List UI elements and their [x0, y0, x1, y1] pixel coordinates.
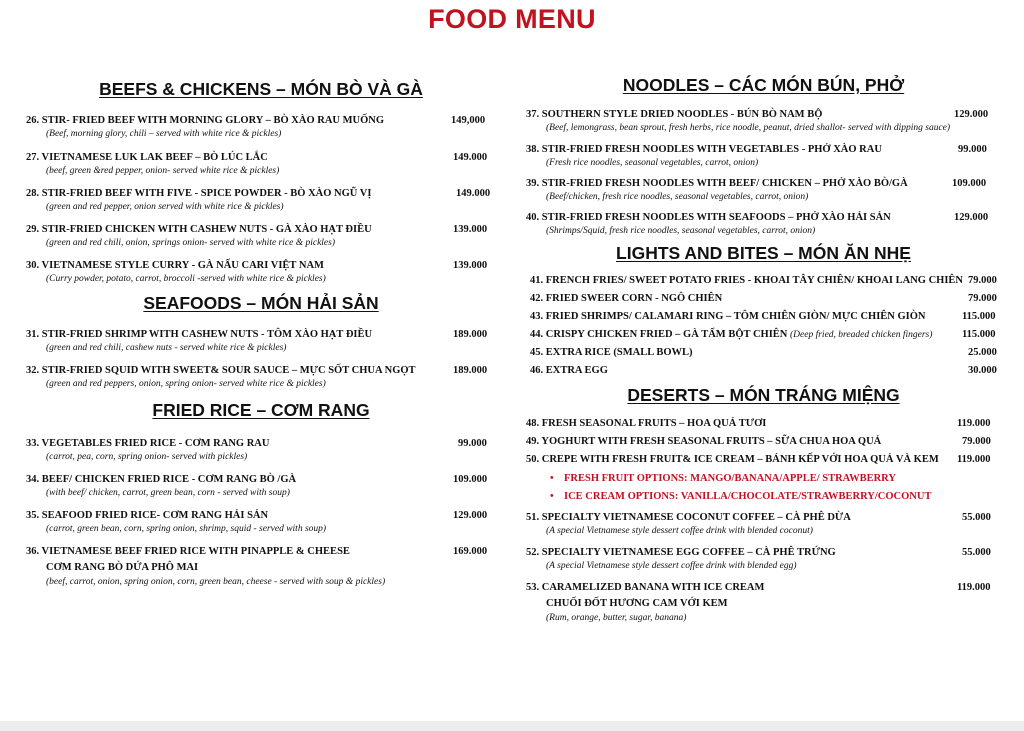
item-price: 115.000	[962, 311, 996, 322]
menu-item	[530, 291, 1001, 309]
item-name: 29. STIR-FRIED CHICKEN WITH CASHEW NUTS - GÀ XÀO HẠT ĐIỀU	[26, 224, 372, 235]
menu-item	[526, 210, 1001, 244]
item-name: 48. FRESH SEASONAL FRUITS – HOA QUẢ TƯƠI	[526, 418, 767, 429]
left-column	[26, 78, 496, 589]
menu-item	[526, 416, 1001, 434]
item-price: 169.000	[453, 546, 488, 557]
item-description: (carrot, green bean, corn, spring onion, shrimp, squid - served with soup)	[46, 524, 327, 534]
item-description: (Curry powder, potato, carrot, broccoli -served with white rice & pickles)	[46, 274, 326, 284]
item-name: 51. SPECIALTY VIETNAMESE COCONUT COFFEE – CÀ PHÊ DỪA	[526, 512, 851, 523]
menu-item	[26, 327, 496, 363]
item-name: 35. SEAFOOD FRIED RICE- CƠM RANG HẢI SẢN	[26, 510, 269, 521]
item-description: (green and red chili, cashew nuts - served white rice & pickles)	[46, 343, 287, 353]
item-description: (beef, carrot, onion, spring onion, corn, green bean, cheese - served with soup & pickles)	[46, 577, 386, 587]
item-price: 25.000	[968, 347, 997, 358]
section-noodles	[526, 107, 1001, 244]
section-lights	[526, 273, 1001, 381]
item-price: 79.000	[962, 436, 991, 447]
item-name-continued: CHUỐI ĐỐT HƯƠNG CAM VỚI KEM	[546, 598, 728, 609]
right-column	[526, 74, 1001, 625]
menu-item	[526, 434, 1001, 452]
item-price: 189.000	[453, 365, 488, 376]
section-heading-lights: LIGHTS AND BITES – MÓN ĂN NHẸ	[616, 243, 911, 263]
item-price: 99.000	[958, 144, 987, 155]
menu-item	[26, 544, 496, 589]
item-name-continued: CƠM RANG BÒ DỨA PHÔ MAI	[46, 562, 199, 573]
menu-item	[526, 545, 1001, 580]
menu-item	[530, 273, 1001, 291]
item-name: 32. STIR-FRIED SQUID WITH SWEET& SOUR SAUCE – MỰC SỐT CHUA NGỌT	[26, 365, 416, 376]
item-description: (Beef, lemongrass, bean sprout, fresh herbs, rice noodle, peanut, dried shallot- served with dipping sauce)	[546, 123, 951, 133]
menu-item	[26, 258, 496, 294]
menu-item	[526, 510, 1001, 545]
section-deserts	[526, 416, 1001, 625]
item-name: 41. FRENCH FRIES/ SWEET POTATO FRIES - KHOAI TÂY CHIÊN/ KHOAI LANG CHIÊN	[530, 275, 964, 286]
item-name: 46. EXTRA EGG	[530, 365, 608, 376]
item-description: (Shrimps/Squid, fresh rice noodles, seasonal vegetables, carrot, onion)	[546, 226, 816, 236]
menu-item	[526, 176, 1001, 210]
item-name: 31. STIR-FRIED SHRIMP WITH CASHEW NUTS - TÔM XÀO HẠT ĐIỀU	[26, 329, 373, 340]
item-description: (A special Vietnamese style dessert coffee drink with blended coconut)	[546, 526, 813, 536]
item-description: (with beef/ chicken, carrot, green bean, corn - served with soup)	[46, 488, 290, 498]
item-description: (beef, green &red pepper, onion- served white rice & pickles)	[46, 166, 280, 176]
item-price: 139.000	[453, 260, 488, 271]
page-bottom-band	[0, 721, 1024, 731]
menu-title: FOOD MENU	[428, 4, 596, 34]
item-price: 55.000	[962, 512, 991, 523]
item-price: 149.000	[456, 188, 491, 199]
item-price: 189.000	[453, 329, 488, 340]
item-price: 79.000	[968, 293, 997, 304]
section-beefs	[26, 113, 496, 294]
item-price: 119.000	[957, 418, 991, 429]
item-name: 50. CREPE WITH FRESH FRUIT& ICE CREAM – BÁNH KẾP VỚI HOA QUẢ VÀ KEM	[526, 454, 939, 465]
menu-item	[26, 508, 496, 544]
item-price: 129.000	[453, 510, 488, 521]
item-description: (green and red pepper, onion served with white rice & pickles)	[46, 202, 284, 212]
menu-item	[526, 452, 1001, 470]
item-price: 30.000	[968, 365, 997, 376]
item-name: 34. BEEF/ CHICKEN FRIED RICE - CƠM RANG BÒ /GÀ	[26, 474, 297, 485]
item-name: 28. STIR-FRIED BEEF WITH FIVE - SPICE POWDER - BÒ XÀO NGŨ VỊ	[26, 188, 372, 199]
menu-item	[530, 309, 1001, 327]
item-description: (Rum, orange, butter, sugar, banana)	[546, 613, 687, 623]
item-description: (green and red chili, onion, springs onion- served with white rice & pickles)	[46, 238, 335, 248]
item-price: 55.000	[962, 547, 991, 558]
menu-item	[526, 580, 1001, 625]
section-heading-beefs: BEEFS & CHICKENS – MÓN BÒ VÀ GÀ	[99, 79, 423, 99]
item-price: 129.000	[954, 109, 989, 120]
menu-item	[530, 345, 1001, 363]
item-description: (Beef/chicken, fresh rice noodles, seasonal vegetables, carrot, onion)	[546, 192, 809, 202]
item-description: (carrot, pea, corn, spring onion- served with pickles)	[46, 452, 248, 462]
item-name: 26. STIR- FRIED BEEF WITH MORNING GLORY – BÒ XÀO RAU MUỐNG	[26, 115, 385, 126]
item-price: 109.000	[952, 178, 987, 189]
item-name: 38. STIR-FRIED FRESH NOODLES WITH VEGETABLES - PHỞ XÀO RAU	[526, 144, 882, 155]
item-name: 53. CARAMELIZED BANANA WITH ICE CREAM	[526, 582, 765, 593]
item-name: 37. SOUTHERN STYLE DRIED NOODLES - BÚN BÒ NAM BỘ	[526, 109, 823, 120]
menu-item	[526, 142, 1001, 176]
section-heading-seafoods: SEAFOODS – MÓN HẢI SẢN	[143, 293, 379, 313]
item-name: 44. CRISPY CHICKEN FRIED – GÀ TẨM BỘT CHIÊN (Deep fried, breaded chicken fingers)	[530, 329, 933, 340]
fruit-options-bullet: • FRESH FRUIT OPTIONS: MANGO/BANANA/APPLE/ STRAWBERRY	[526, 470, 1001, 488]
menu-item	[26, 150, 496, 186]
menu-item	[530, 327, 1001, 345]
item-description: (green and red peppers, onion, spring onion- served white rice & pickles)	[46, 379, 326, 389]
section-seafoods	[26, 327, 496, 399]
menu-item	[26, 113, 496, 150]
item-price: 139.000	[453, 224, 488, 235]
menu-item	[526, 107, 1001, 142]
item-description: (Fresh rice noodles, seasonal vegetables, carrot, onion)	[546, 158, 759, 168]
item-name: 40. STIR-FRIED FRESH NOODLES WITH SEAFOODS – PHỞ XÀO HẢI SẢN	[526, 212, 891, 223]
item-name: 30. VIETNAMESE STYLE CURRY - GÀ NẤU CARI VIỆT NAM	[26, 260, 324, 271]
item-name: 45. EXTRA RICE (SMALL BOWL)	[530, 347, 693, 358]
item-name: 36. VIETNAMESE BEEF FRIED RICE WITH PINAPPLE & CHEESE	[26, 546, 350, 557]
item-price: 149,000	[451, 115, 486, 126]
item-price: 149.000	[453, 152, 488, 163]
menu-item	[26, 363, 496, 399]
item-name: 33. VEGETABLES FRIED RICE - CƠM RANG RAU	[26, 438, 270, 449]
menu-item	[26, 436, 496, 472]
section-friedrice	[26, 436, 496, 589]
item-name: 52. SPECIALTY VIETNAMESE EGG COFFEE – CÀ PHÊ TRỨNG	[526, 547, 836, 558]
item-name: 39. STIR-FRIED FRESH NOODLES WITH BEEF/ CHICKEN – PHỞ XÀO BÒ/GÀ	[526, 178, 908, 189]
item-price: 129.000	[954, 212, 989, 223]
menu-item	[26, 186, 496, 222]
item-name: 49. YOGHURT WITH FRESH SEASONAL FRUITS – SỮA CHUA HOA QUẢ	[526, 436, 882, 447]
item-price: 115.000	[962, 329, 996, 340]
section-heading-friedrice: FRIED RICE – CƠM RANG	[152, 400, 370, 420]
item-price: 119.000	[957, 582, 991, 593]
section-heading-noodles: NOODLES – CÁC MÓN BÚN, PHỞ	[622, 75, 905, 95]
item-price: 119.000	[957, 454, 991, 465]
menu-item	[530, 363, 1001, 381]
item-name: 43. FRIED SHRIMPS/ CALAMARI RING – TÔM CHIÊN GIÒN/ MỰC CHIÊN GIÒN	[530, 311, 926, 322]
icecream-options-bullet: • ICE CREAM OPTIONS: VANILLA/CHOCOLATE/STRAWBERRY/COCONUT	[526, 488, 1001, 506]
item-name: 42. FRIED SWEER CORN - NGÔ CHIÊN	[530, 293, 723, 304]
item-price: 99.000	[458, 438, 487, 449]
item-description: (Beef, morning glory, chili – served with white rice & pickles)	[46, 129, 282, 139]
menu-item	[26, 472, 496, 508]
item-price: 109.000	[453, 474, 488, 485]
item-price: 79.000	[968, 275, 997, 286]
section-heading-deserts: DESERTS – MÓN TRÁNG MIỆNG	[627, 385, 900, 405]
item-note: (Deep fried, breaded chicken fingers)	[790, 330, 933, 340]
item-description: (A special Vietnamese style dessert coffee drink with blended egg)	[546, 561, 797, 571]
item-name: 27. VIETNAMESE LUK LAK BEEF – BÒ LÚC LẮC	[26, 152, 268, 163]
menu-item	[26, 222, 496, 258]
